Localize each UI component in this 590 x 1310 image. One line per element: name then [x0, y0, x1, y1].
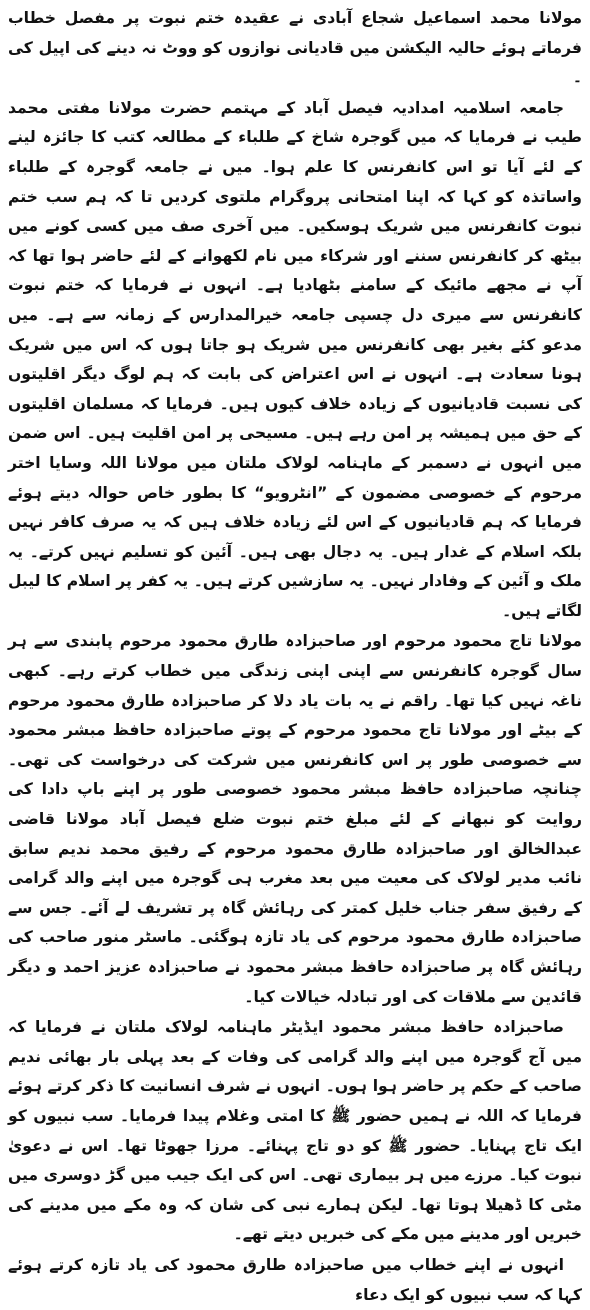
article-page	[8, 4, 582, 1304]
paragraph-mufti-tayyab-speech: جامعہ اسلامیہ امدادیہ فیصل آباد کے مہتمم حضرت مولانا مفتی محمد طیب نے فرمایا کہ میں گوجرہ شاخ کے طلباء کے مطالعہ کتب کا جائزہ لینے کے لئے آیا تو اس کانفرنس کا علم ہوا۔ میں نے جامعہ گوجرہ کے طلباء واساتذہ کو کہا کہ اپنا امتحانی پروگرام ملتوی کردیں تا کہ ہم سب ختم نبوت کانفرنس میں شریک ہوسکیں۔ میں آخری صف میں کسی کونے میں بیٹھ کر کانفرنس سننے اور شرکاء میں نام لکھوانے کے لئے حاضر ہوا تھا کہ آپ نے مجھے مائیک کے سامنے بٹھادیا ہے۔ انہوں نے فرمایا کہ ختم نبوت کانفرنس سے میری دل چسپی جامعہ خیرالمدارس کے زمانہ سے ہے۔ میں مدعو کئے بغیر بھی کانفرنس میں شریک ہو جاتا ہوں کہ اس میں شریک ہونا سعادت ہے۔ انہوں نے اس اعتراض کی بابت کہ ہم لوگ دیگر اقلیتوں کی نسبت قادیانیوں کے زیادہ خلاف کیوں ہیں۔ فرمایا کہ مسلمان اقلیتوں کے حق میں ہمیشہ پر امن رہے ہیں۔ مسیحی پر امن اقلیت ہیں۔ اس ضمن میں انہوں نے دسمبر کے ماہنامہ لولاک ملتان میں مولانا اللہ وسایا اختر مرحوم کے خصوصی مضمون کے ”انٹرویو“ کا بطور خاص حوالہ دیتے ہوئے فرمایا کہ ہم قادیانیوں کے اس لئے زیادہ خلاف ہیں کہ یہ صرف کافر نہیں بلکہ اسلام کے غدار ہیں۔ یہ دجال بھی ہیں۔ آئین کو تسلیم نہیں کرتے۔ یہ ملک و آئین کے وفادار نہیں۔ یہ سازشیں کرتے ہیں۔ یہ کفر پر اسلام کا لیبل لگاتے ہیں۔	[8, 98, 582, 620]
paragraph-taj-mahmood-tradition: مولانا تاج محمود مرحوم اور صاحبزادہ طارق محمود مرحوم پابندی سے ہر سال گوجرہ کانفرنس سے اپنی اپنی زندگی میں خطاب کرتے رہے۔ کبھی ناغہ نہیں کیا تھا۔ راقم نے یہ بات یاد دلا کر صاحبزادہ طارق محمود مرحوم کے بیٹے اور مولانا تاج محمود مرحوم کے پوتے صاحبزادہ حافظ مبشر محمود سے خصوصی طور پر اس کانفرنس میں شرکت کی درخواست کی تھی۔ چنانچہ صاحبزادہ حافظ مبشر محمود خصوصی طور پر اپنے باپ دادا کی روایت کو نبھانے کے لئے مبلغ ختم نبوت ضلع فیصل آباد مولانا قاضی عبدالخالق اور صاحبزادہ طارق محمود مرحوم کے رفیق محمد ندیم سابق نائب مدیر لولاک کی معیت میں بعد مغرب ہی گوجرہ میں اپنے والد گرامی کے رفیق سفر جناب خلیل کمتر کی رہائش گاہ پر تشریف لے آئے۔ جس سے صاحبزادہ طارق محمود مرحوم کی یاد تازہ ہوگئی۔ ماسٹر منور صاحب کی رہائش گاہ پر صاحبزادہ حافظ مبشر محمود نے صاحبزادہ عزیز احمد و دیگر قائدین سے ملاقات کی اور تبادلہ خیالات کیا۔	[8, 632, 582, 1006]
paragraph-mubashir-mahmood-speech: صاحبزادہ حافظ مبشر محمود ایڈیٹر ماہنامہ لولاک ملتان نے فرمایا کہ میں آج گوجرہ میں اپنے والد گرامی کی وفات کے بعد پہلی بار بھائی ندیم صاحب کے حکم پر حاضر ہوا ہوں۔ انہوں نے شرف انسانیت کا ذکر کرتے ہوئے فرمایا کہ اللہ نے ہمیں حضور ﷺ کا امتی وغلام پیدا فرمایا۔ سب نبیوں کو ایک تاج پہنایا۔ حضور ﷺ کو دو تاج پہنائے۔ مرزا جھوٹا تھا۔ اس نے دعویٰ نبوت کیا۔ مرزے میں ہر بیماری تھی۔ اس کی ایک جیب میں گڑ دوسری میں مٹی کا ڈھیلا ہوتا تھا۔ لیکن ہمارے نبی کی شان کہ وہ مکے میں مدینے کی خبریں اور مدینے میں مکے کی خبریں دیتے تھے۔	[8, 1018, 582, 1244]
paragraph-shujaabadi-appeal: مولانا محمد اسماعیل شجاع آبادی نے عقیدہ ختم نبوت پر مفصل خطاب فرماتے ہوئے حالیہ الیکشن میں قادیانی نوازوں کو ووٹ نہ دینے کی اپیل کی ۔	[8, 9, 582, 87]
paragraph-closing-fragment: انہوں نے اپنے خطاب میں صاحبزادہ طارق محمود کی یاد تازہ کرتے ہوئے کہا کہ سب نبیوں کو ایک دعاء	[8, 1255, 582, 1304]
